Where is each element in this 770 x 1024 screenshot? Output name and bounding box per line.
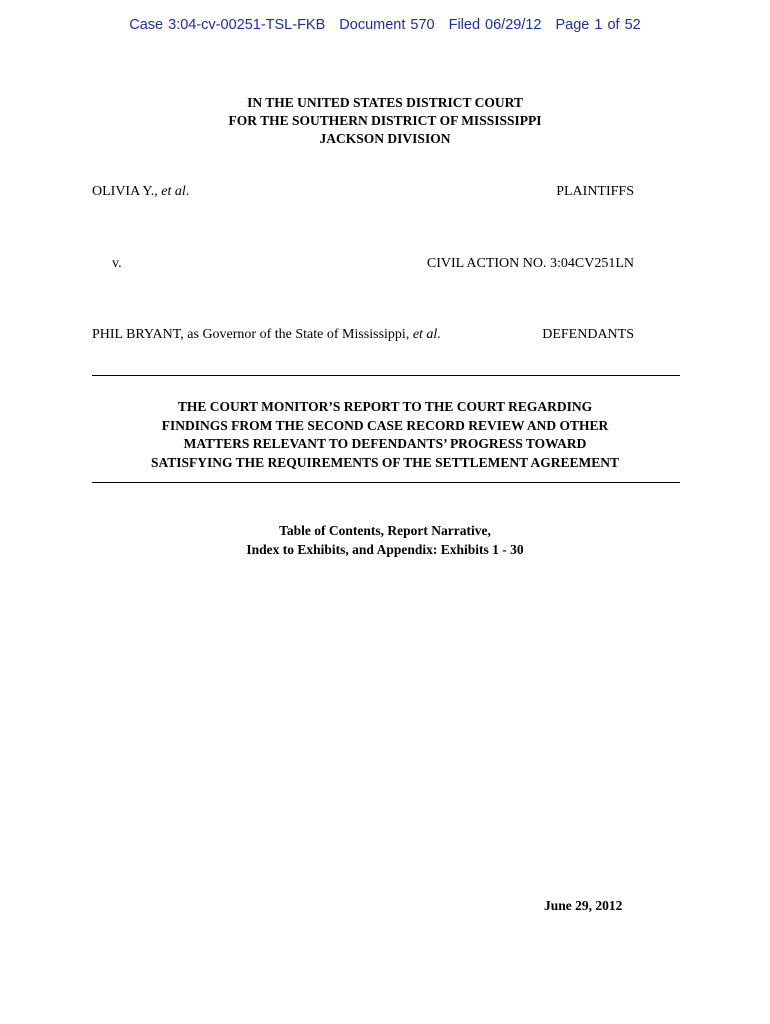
versus: v. [112,256,122,271]
title-line-2: FINDINGS FROM THE SECOND CASE RECORD REVIEW AND OTHER [161,417,609,433]
page-count: Page 1 of 52 [555,17,641,33]
defendant-etal: et al. [412,327,441,342]
title-line-3: MATTERS RELEVANT TO DEFENDANTS’ PROGRESS TOWARD [183,436,587,452]
civil-action-number: CIVIL ACTION NO. 3:04CV251LN [426,256,634,271]
court-line-1: IN THE UNITED STATES DISTRICT COURT [247,95,523,110]
filing-stamp-header [0,17,770,33]
plaintiff-etal: et al [161,184,186,199]
document-number: Document 570 [339,17,435,33]
defendant-row [92,327,634,343]
report-title [0,398,770,473]
case-number: Case 3:04-cv-00251-TSL-FKB [129,17,326,33]
defendant-name: PHIL BRYANT, as Governor of the State of Mississippi, [92,327,410,342]
contents-line-2: Index to Exhibits, and Appendix: Exhibits 1 - 30 [246,541,524,557]
plaintiff-role: PLAINTIFFS [556,184,634,199]
report-date: June 29, 2012 [544,898,623,913]
title-line-1: THE COURT MONITOR’S REPORT TO THE COURT REGARDING [177,399,593,414]
plaintiff-name: OLIVIA Y., [92,184,158,199]
court-heading [0,94,770,148]
plaintiff-row [92,184,634,200]
defendant-role: DEFENDANTS [542,327,634,342]
bottom-divider [92,482,680,483]
top-divider [92,375,680,376]
contents-description [0,522,770,559]
court-line-2: FOR THE SOUTHERN DISTRICT OF MISSISSIPPI [228,113,542,128]
title-line-4: SATISFYING THE REQUIREMENTS OF THE SETTLEMENT AGREEMENT [150,455,620,471]
plaintiff-period: . [185,184,190,199]
filed-date: Filed 06/29/12 [448,17,542,33]
versus-row [92,256,634,272]
contents-line-1: Table of Contents, Report Narrative, [279,523,491,538]
court-line-3: JACKSON DIVISION [319,131,451,146]
